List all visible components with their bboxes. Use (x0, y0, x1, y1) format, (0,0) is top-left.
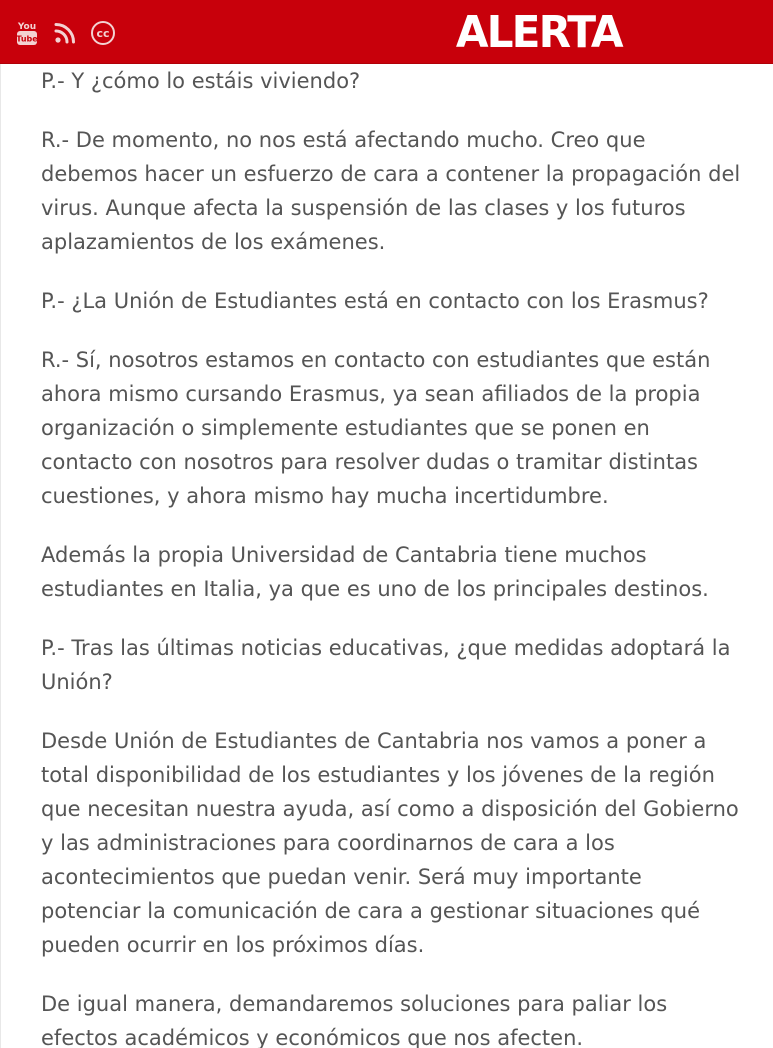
creative-commons-icon[interactable] (90, 20, 116, 46)
article-body (41, 64, 741, 1048)
rss-icon[interactable] (52, 20, 78, 46)
page-divider (0, 64, 1, 1048)
article-paragraph: Desde Unión de Estudiantes de Cantabria nos vamos a poner a total disponibilidad de los estudiantes y los jóvenes de la región que necesitan nuestra ayuda, así como a disposición del Gobierno y las administraciones para coordinarnos de cara a los acontecimientos que puedan venir. Será muy importante potenciar la comunicación de cara a gestionar situaciones qué pueden ocurrir en los próximos días. (41, 729, 739, 957)
article-paragraph: P.- Y ¿cómo lo estáis viviendo? (41, 69, 361, 93)
top-bar (0, 0, 773, 64)
site-logo[interactable]: ALERTA (455, 7, 622, 58)
article-paragraph: R.- De momento, no nos está afectando mucho. Creo que debemos hacer un esfuerzo de cara a contener la propagación del virus. Aunque afecta la suspensión de las clases y los futuros aplazamientos de los exámenes. (41, 128, 741, 254)
svg-text:cc: cc (96, 27, 110, 40)
article-paragraph: P.- Tras las últimas noticias educativas, ¿que medidas adoptará la Unión? (41, 636, 731, 694)
social-links (14, 20, 128, 46)
article-paragraph: P.- ¿La Unión de Estudiantes está en contacto con los Erasmus? (41, 289, 709, 313)
article-paragraph: R.- Sí, nosotros estamos en contacto con estudiantes que están ahora mismo cursando Erasmus, ya sean afiliados de la propia organización o simplemente estudiantes que se ponen en contacto con nosotros para resolver dudas o tramitar distintas cuestiones, y ahora mismo hay mucha incertidumbre. (41, 348, 711, 508)
svg-text:Tube: Tube (16, 34, 38, 44)
article-paragraph: Además la propia Universidad de Cantabria tiene muchos estudiantes en Italia, ya que es uno de los principales destinos. (41, 543, 709, 601)
youtube-icon[interactable] (14, 20, 40, 46)
svg-text:You: You (17, 22, 37, 32)
article-paragraph: De igual manera, demandaremos soluciones para paliar los efectos académicos y económicos que nos afecten. (41, 992, 668, 1048)
